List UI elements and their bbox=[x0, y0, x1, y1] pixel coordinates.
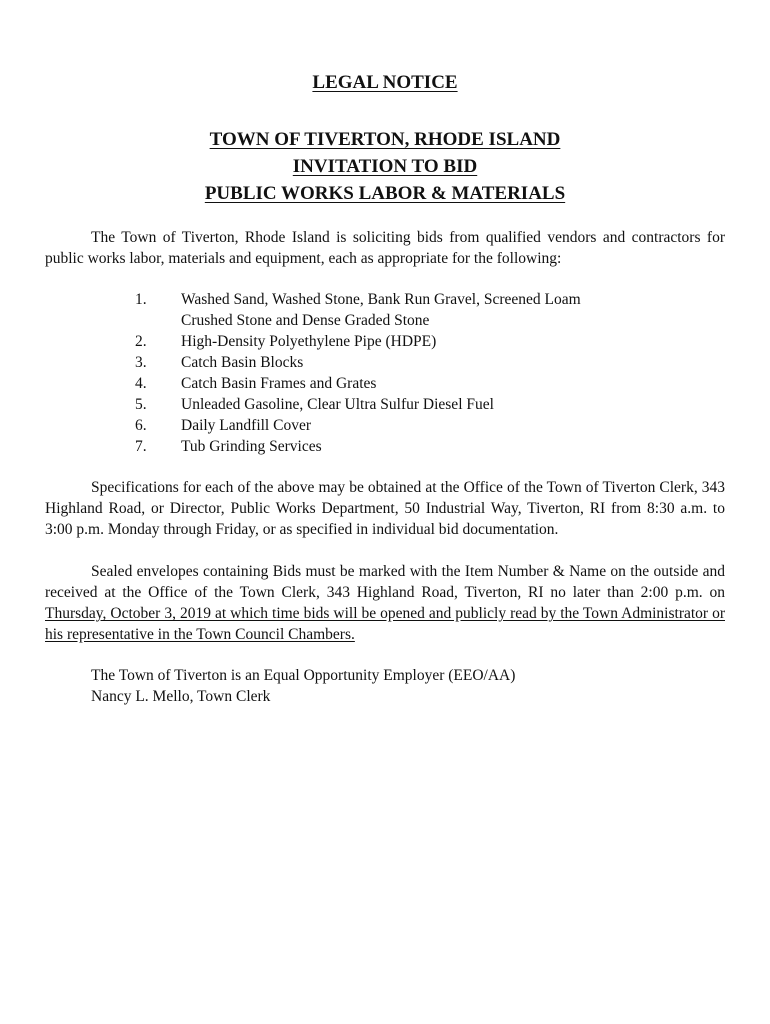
item-number: 5. bbox=[135, 396, 147, 413]
invitation-heading: INVITATION TO BID bbox=[292, 156, 478, 177]
list-item bbox=[0, 289, 770, 331]
item-description: Daily Landfill Cover bbox=[181, 417, 311, 434]
item-description: Tub Grinding Services bbox=[181, 438, 322, 455]
item-number: 4. bbox=[135, 375, 147, 392]
item-number: 2. bbox=[135, 333, 147, 350]
legal-notice-heading: LEGAL NOTICE bbox=[312, 72, 458, 93]
item-description: High-Density Polyethylene Pipe (HDPE) bbox=[181, 333, 437, 350]
item-number: 7. bbox=[135, 438, 147, 455]
list-item bbox=[0, 352, 770, 373]
item-description bbox=[181, 289, 701, 331]
intro-paragraph: The Town of Tiverton, Rhode Island is soliciting bids from qualified vendors and contractors for public works labor, materials and equipment, each as appropriate for the following: bbox=[45, 229, 725, 267]
bid-items-list bbox=[0, 289, 770, 457]
list-item bbox=[0, 394, 770, 415]
sealed-bids-text: Sealed envelopes containing Bids must be marked with the Item Number & Name on the outside and received at the Office of the Town Clerk, 343 Highland Road, Tiverton, RI no later than 2:00 p.m. on bbox=[45, 563, 725, 601]
item-number: 1. bbox=[135, 291, 147, 308]
bid-deadline-text: Thursday, October 3, 2019 at which time bids will be opened and publicly read by the Town Administrator or his representative in the Town Council Chambers. bbox=[45, 605, 725, 643]
item-description: Catch Basin Frames and Grates bbox=[181, 375, 377, 392]
item-description: Unleaded Gasoline, Clear Ultra Sulfur Diesel Fuel bbox=[181, 396, 494, 413]
item-number: 3. bbox=[135, 354, 147, 371]
list-item bbox=[0, 331, 770, 352]
list-item bbox=[0, 415, 770, 436]
item-description: Catch Basin Blocks bbox=[181, 354, 304, 371]
item-number: 6. bbox=[135, 417, 147, 434]
sealed-bids-paragraph bbox=[45, 561, 725, 645]
specifications-paragraph: Specifications for each of the above may be obtained at the Office of the Town of Tiverton Clerk, 343 Highland Road, or Director, Public Works Department, 50 Industrial Way, Tiverton, RI from 8:30 a.m. to 3:00 p.m. Monday through Friday, or as specified in individual bid documentation. bbox=[45, 479, 725, 538]
item-line: Washed Sand, Washed Stone, Bank Run Gravel, Screened Loam bbox=[181, 291, 581, 308]
eeo-statement: The Town of Tiverton is an Equal Opportunity Employer (EEO/AA) bbox=[91, 667, 516, 684]
town-heading: TOWN OF TIVERTON, RHODE ISLAND bbox=[209, 129, 561, 150]
clerk-signature-line: Nancy L. Mello, Town Clerk bbox=[91, 688, 271, 705]
list-item bbox=[0, 436, 770, 457]
item-line: Crushed Stone and Dense Graded Stone bbox=[181, 312, 430, 329]
category-heading: PUBLIC WORKS LABOR & MATERIALS bbox=[204, 183, 566, 204]
list-item bbox=[0, 373, 770, 394]
